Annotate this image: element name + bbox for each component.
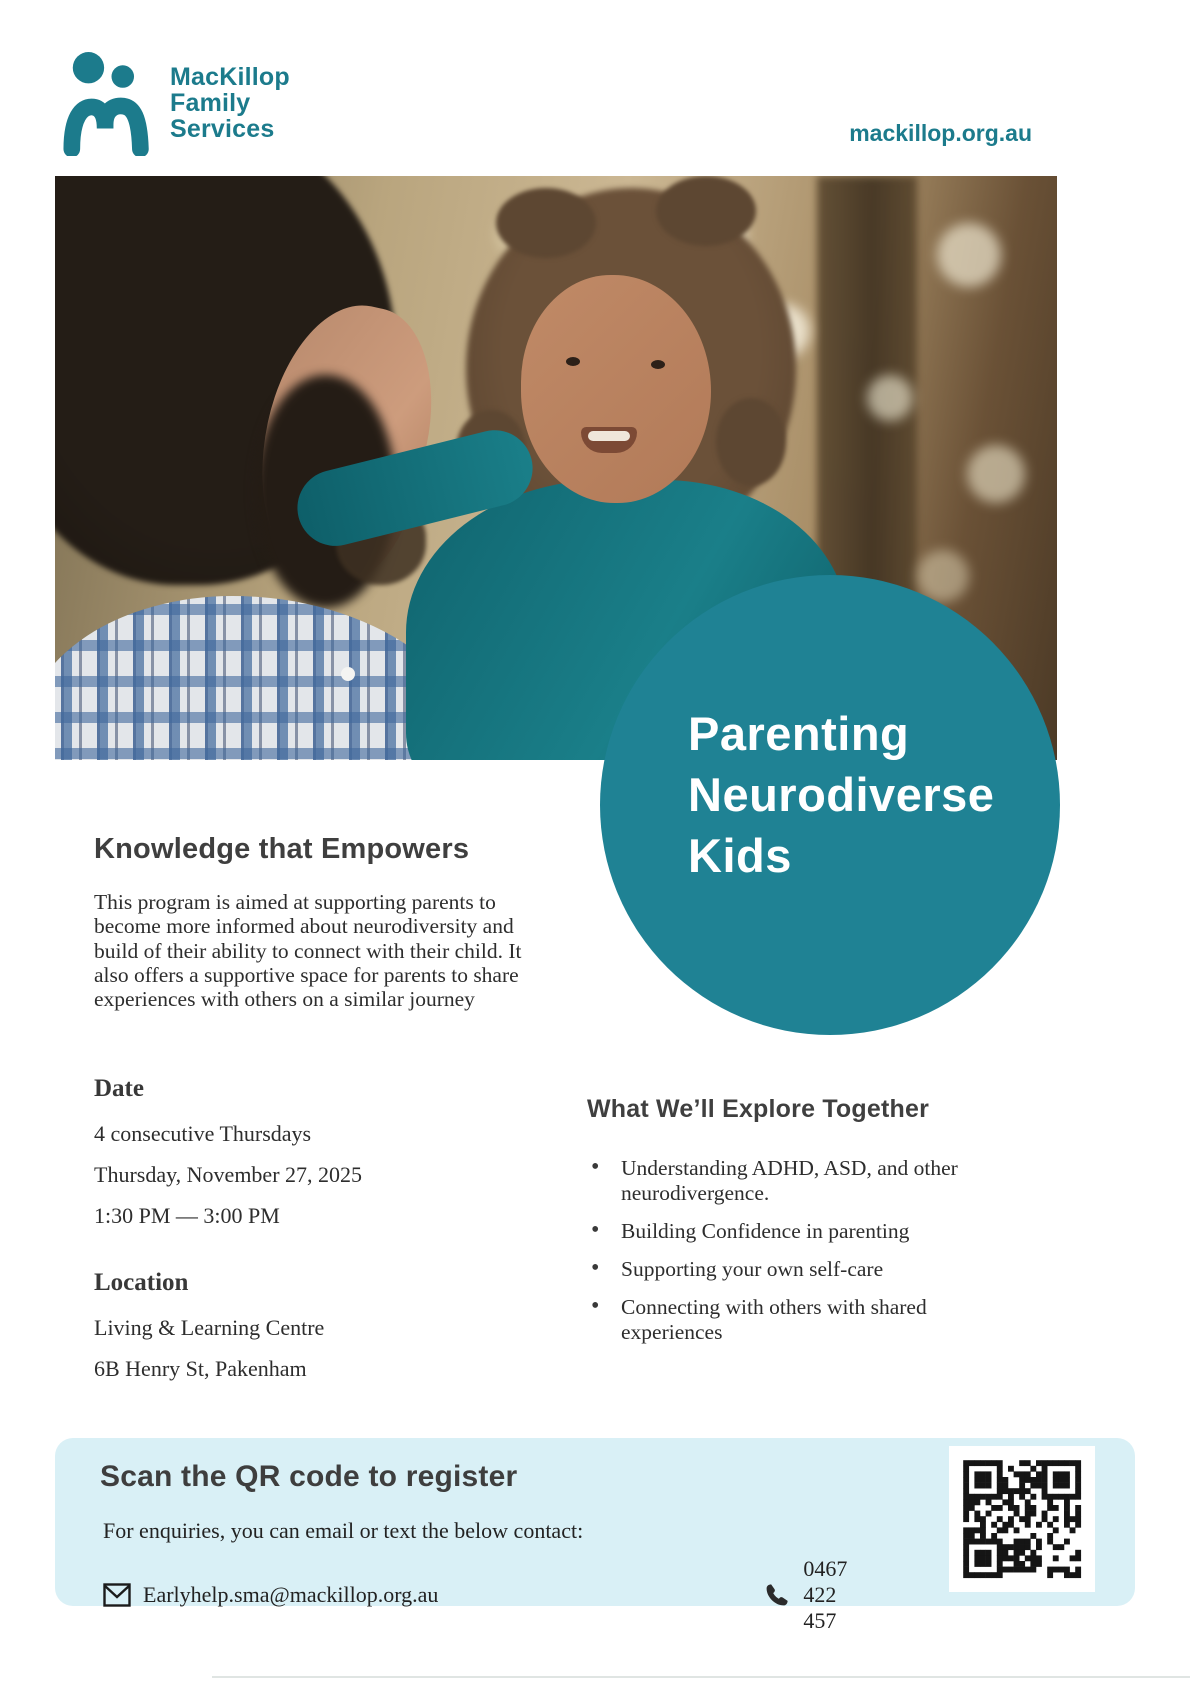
register-heading: Scan the QR code to register bbox=[100, 1460, 518, 1493]
left-column bbox=[94, 833, 549, 1397]
explore-section bbox=[587, 1095, 1017, 1358]
location-section bbox=[94, 1269, 549, 1382]
date-section bbox=[94, 1075, 549, 1229]
website-url: mackillop.org.au bbox=[849, 120, 1032, 146]
explore-list bbox=[587, 1156, 1017, 1345]
child-smile bbox=[588, 431, 630, 441]
date-line-2: Thursday, November 27, 2025 bbox=[94, 1162, 363, 1188]
photo-bokeh bbox=[917, 550, 969, 602]
logo-line-3: Services bbox=[170, 115, 275, 143]
explore-bullet-4: • Connecting with others with shared experiences bbox=[587, 1295, 1017, 1345]
location-heading: Location bbox=[94, 1269, 189, 1297]
mackillop-logo-icon bbox=[62, 50, 160, 156]
location-line-1: Living & Learning Centre bbox=[94, 1315, 325, 1341]
program-title-line-2: Neurodiverse bbox=[688, 768, 995, 821]
date-line-1: 4 consecutive Thursdays bbox=[94, 1121, 312, 1147]
logo bbox=[62, 50, 290, 156]
explore-bullet-3: • Supporting your own self-care bbox=[587, 1257, 1017, 1282]
contact-phone: 0467 422 457 bbox=[803, 1556, 848, 1633]
child-hair-curl bbox=[656, 176, 756, 246]
explore-heading: What We’ll Explore Together bbox=[587, 1095, 930, 1123]
location-line-2: 6B Henry St, Pakenham bbox=[94, 1356, 307, 1382]
envelope-icon bbox=[103, 1582, 131, 1608]
logo-line-1: MacKillop bbox=[170, 63, 290, 91]
child-hair-curl bbox=[496, 188, 596, 258]
register-subtext: For enquiries, you can email or text the below contact: bbox=[103, 1518, 584, 1543]
contact-email: Earlyhelp.sma@mackillop.org.au bbox=[143, 1582, 439, 1607]
explore-bullet-1: • Understanding ADHD, ASD, and other neurodivergence. bbox=[587, 1156, 1017, 1206]
program-title-line-3: Kids bbox=[688, 829, 792, 882]
child-hair-curl bbox=[716, 398, 786, 486]
shirt-button bbox=[341, 667, 355, 681]
program-title bbox=[688, 703, 994, 886]
photo-bokeh bbox=[867, 375, 913, 421]
program-title-line-1: Parenting bbox=[688, 707, 910, 760]
photo-bokeh bbox=[937, 223, 1001, 287]
logo-line-2: Family bbox=[170, 89, 251, 117]
scan-artifact-line bbox=[212, 1676, 1190, 1678]
explore-bullet-2: • Building Confidence in parenting bbox=[587, 1219, 1017, 1244]
intro-heading: Knowledge that Empowers bbox=[94, 833, 470, 865]
intro-body: This program is aimed at supporting parents to become more informed about neurodiversity and build of their ability to connect with their child. It also offers a supportive space for parents to share experiences with others on a similar journey bbox=[94, 890, 522, 1012]
contact-row bbox=[103, 1556, 863, 1634]
child-eye bbox=[566, 357, 580, 366]
date-line-3: 1:30 PM — 3:00 PM bbox=[94, 1203, 280, 1229]
date-heading: Date bbox=[94, 1075, 144, 1103]
title-circle bbox=[600, 575, 1060, 1035]
child-face bbox=[521, 275, 711, 503]
qr-code bbox=[949, 1446, 1095, 1592]
phone-icon bbox=[763, 1582, 791, 1608]
photo-bokeh bbox=[967, 445, 1025, 503]
phone-group bbox=[763, 1556, 863, 1634]
register-box bbox=[55, 1438, 1135, 1633]
child-eye bbox=[651, 360, 665, 369]
logo-text bbox=[170, 64, 290, 142]
